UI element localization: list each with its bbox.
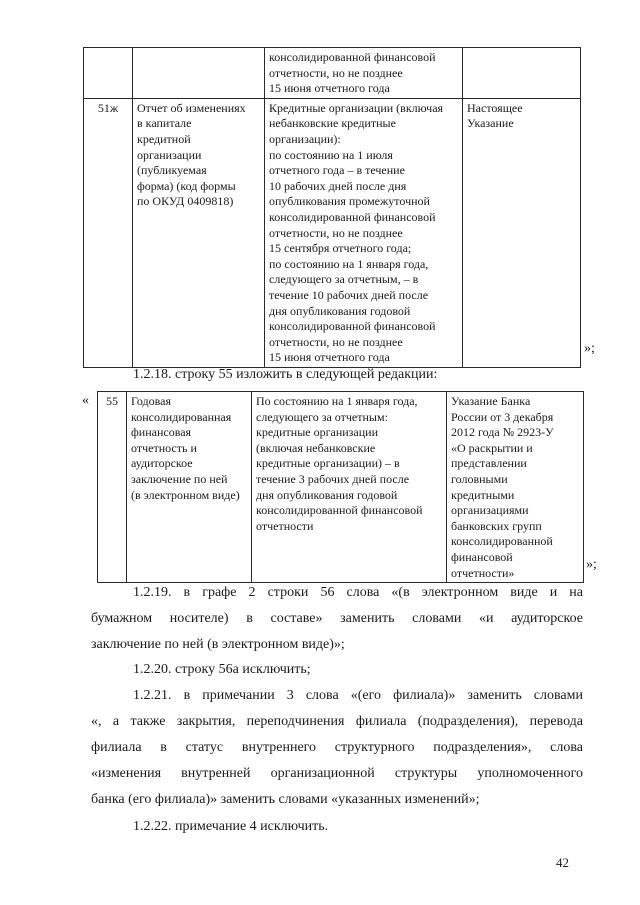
text-line: заключение по ней (в электронном виде)»; [91,637,345,652]
row-number: 51ж [84,98,133,367]
closing-quote: »; [584,341,595,356]
paragraph-1-2-18: 1.2.18. строку 55 изложить в следующей редакции: [133,367,438,382]
text-line: «изменения внутренней организационной структуры уполномоченного [91,766,583,781]
row-number: 55 [98,392,127,583]
basis-cell: Указание Банка России от 3 декабря 2012 года № 2923-У «О раскрытии и представлении головными кредитными организациями банковских групп консолидированной финансовой отчетности» [447,392,584,583]
deadline-cell: Кредитные организации (включая небанковские кредитные организации): по состоянию на 1 июля отчетного года – в течение 10 рабочих дней после дня опубликования промежуточной консолидированной финансовой отчетности, но не позднее 15 сентября отчетного года; по состоянию на 1 января года, следующего за отчетным, – в течение 10 рабочих дней после дня опубликования годовой консолидированной финансовой отчетности, но не позднее 15 июня отчетного года [265,98,463,367]
table-row [84,98,581,367]
paragraph-1-2-22: 1.2.22. примечание 4 исключить. [133,819,329,834]
text-line: «, а также закрытия, переподчинения филиала (подразделения), перевода [91,714,583,729]
opening-quote: « [82,393,89,408]
text-line: банка (его филиала)» заменить словами «указанных изменений»; [91,792,480,807]
page-number: 42 [556,855,569,870]
closing-quote: »; [586,557,597,572]
table-cell [84,48,133,99]
paragraph-1-2-20: 1.2.20. строку 56а исключить; [133,662,311,677]
text-line: 1.2.19. в графе 2 строки 56 слова «(в электронном виде и на [133,585,583,600]
table-row [84,48,581,99]
text-line: 1.2.21. в примечании 3 слова «(его филиала)» заменить словами [133,688,583,703]
table-cell [463,48,581,99]
paragraph-1-2-21 [91,683,583,813]
report-name-cell: Годовая консолидированная финансовая отчетность и аудиторское заключение по ней (в электронном виде) [127,392,252,583]
table-row-51zh [83,47,581,368]
table-cell [133,48,265,99]
table-cell: консолидированной финансовой отчетности, но не позднее 15 июня отчетного года [265,48,463,99]
table-row-55 [97,391,584,583]
text-line: бумажном носителе) в составе» заменить словами «и аудиторское [91,611,583,626]
paragraph-1-2-19 [91,580,583,658]
text-line: филиала в статус внутреннего структурного подразделения», слова [91,740,583,755]
report-name-cell: Отчет об изменениях в капитале кредитной организации (публикуемая форма) (код формы по ОКУД 0409818) [133,98,265,367]
basis-cell: Настоящее Указание [463,98,581,367]
table-row [98,392,584,583]
deadline-cell: По состоянию на 1 января года, следующего за отчетным: кредитные организации (включая небанковские кредитные организации) – в течение 3 рабочих дней после дня опубликования годовой консолидированной финансовой отчетности [252,392,447,583]
